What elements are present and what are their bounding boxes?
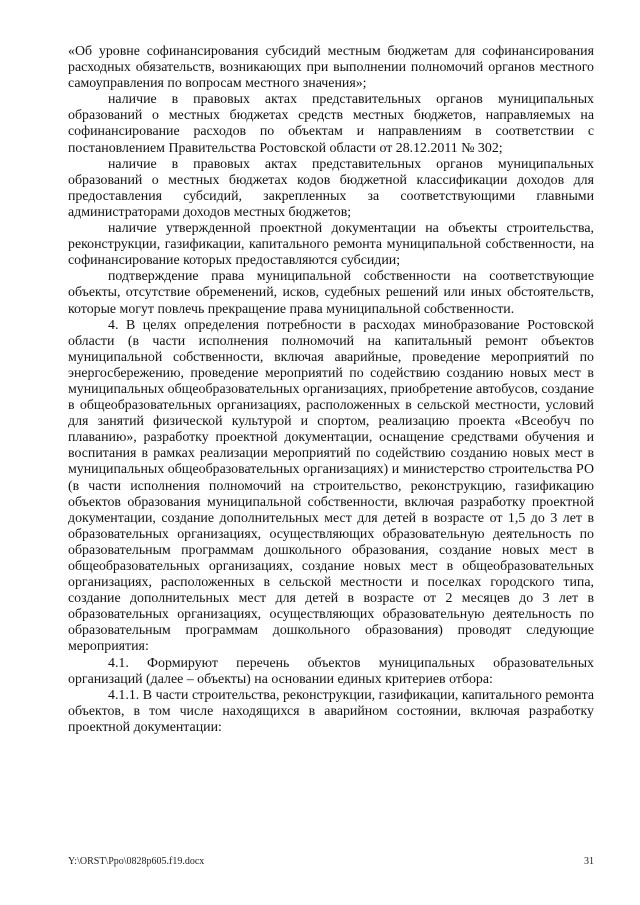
paragraph-project-docs: наличие утвержденной проектной документации на объекты строительства, реконструкции, газификации, капитального ремонта муниципальной собственности, на софинансирование которых предоставляются субсидии; bbox=[68, 221, 594, 269]
paragraph-decree-title: «Об уровне софинансирования субсидий местным бюджетам для софинансирования расходных обязательств, возникающих при выполнении полномочий органов местного самоуправления по вопросам местного значения»; bbox=[68, 44, 594, 92]
page-number: 31 bbox=[584, 856, 594, 867]
paragraph-section-4: 4. В целях определения потребности в расходах минобразование Ростовской области (в части исполнения полномочий на капитальный ремонт объектов муниципальной собственности, включая аварийные, проведение мероприятий по энергосбережению, проведение мероприятий по содействию созданию новых мест в муниципальных общеобразовательных организациях, приобретение автобусов, создание в общеобразовательных организациях, расположенных в сельской местности, условий для занятий физической культурой и спортом, реализацию проекта «Всеобуч по плаванию», разработку проектной документации, оснащение средствами обучения и воспитания в рамках реализации мероприятий по содействию созданию новых мест в муниципальных общеобразовательных организациях) и министерство строительства РО (в части исполнения полномочий на строительство, реконструкцию, газификацию объектов образования муниципальной собственности, включая разработку проектной документации, создание дополнительных мест для детей в возрасте от 1,5 до 3 лет в образовательных организациях, осуществляющих образовательную деятельность по образовательным программам дошкольного образования, создание новых мест в общеобразовательных организациях, создание новых мест в общеобразовательных организациях, расположенных в сельской местности и поселках городского типа, создание дополнительных мест для детей в возрасте от 2 месяцев до 3 лет в образовательных организациях, осуществляющих образовательную деятельность по образовательным программам дошкольного образования) проводят следующие мероприятия: bbox=[68, 317, 594, 655]
paragraph-budget-codes: наличие в правовых актах представительных органов муниципальных образований о местных бюджетах кодов бюджетной классификации доходов для предоставления субсидий, закрепленных за соответствующими главными администраторами доходов местных бюджетов; bbox=[68, 156, 594, 220]
paragraph-ownership-rights: подтверждение права муниципальной собственности на соответствующие объекты, отсутствие обременений, исков, судебных решений или иных обстоятельств, которые могут повлечь прекращение права муниципальной собственности. bbox=[68, 269, 594, 317]
document-body bbox=[68, 44, 594, 736]
footer-file-path: Y:\ORST\Ppo\0828p605.f19.docx bbox=[68, 856, 205, 867]
paragraph-section-4-1: 4.1. Формируют перечень объектов муниципальных образовательных организаций (далее – объекты) на основании единых критериев отбора: bbox=[68, 655, 594, 687]
paragraph-budget-funds: наличие в правовых актах представительных органов муниципальных образований о местных бюджетах средств местных бюджетов, направляемых на софинансирование расходов по объектам и направлениям в соответствии с постановлением Правительства Ростовской области от 28.12.2011 № 302; bbox=[68, 92, 594, 156]
paragraph-section-4-1-1: 4.1.1. В части строительства, реконструкции, газификации, капитального ремонта объектов, в том числе находящихся в аварийном состоянии, включая разработку проектной документации: bbox=[68, 687, 594, 735]
